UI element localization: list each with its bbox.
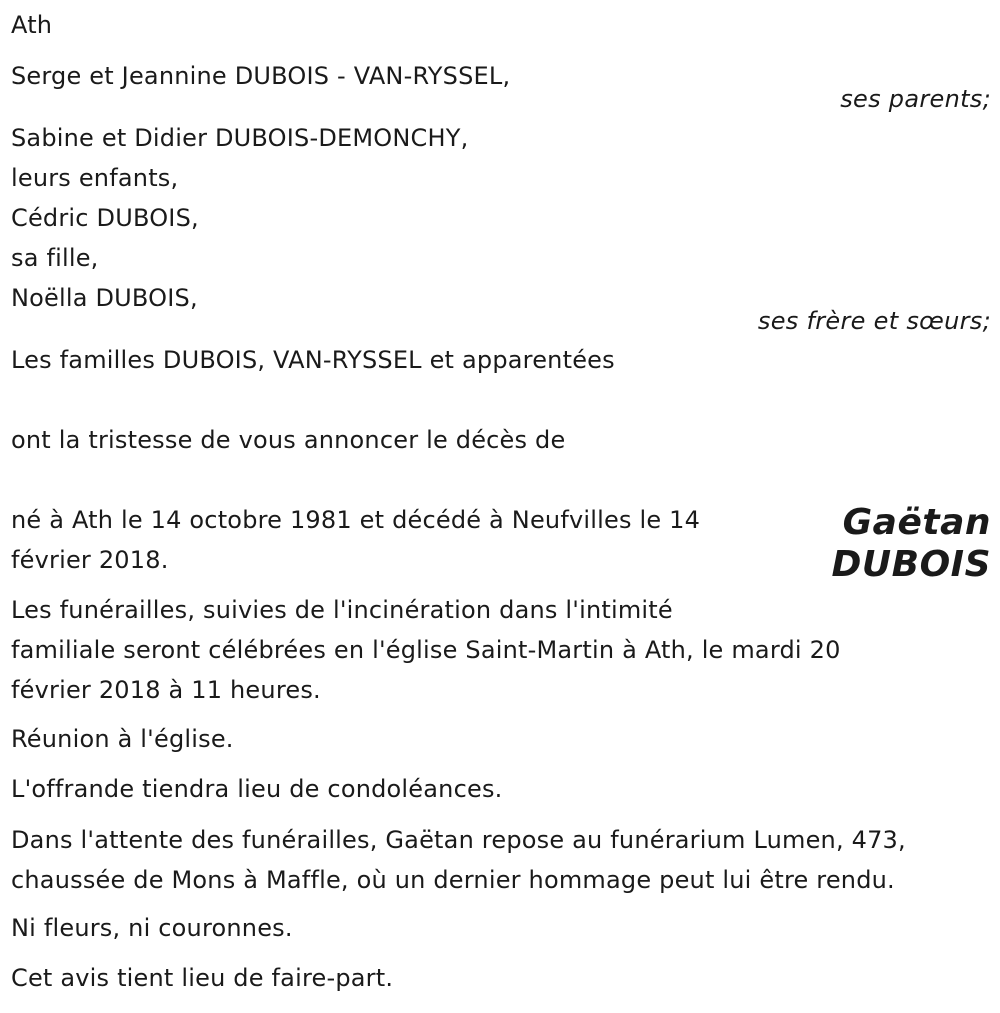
families-line: Les familles DUBOIS, VAN-RYSSEL et apparentées	[11, 346, 615, 374]
deceased-first-name: Gaëtan	[842, 502, 991, 543]
niece-name: Noëlla DUBOIS,	[11, 284, 198, 312]
parents-names: Serge et Jeannine DUBOIS - VAN-RYSSEL,	[11, 62, 511, 90]
funeral-line-1: Les funérailles, suivies de l'incinération dans l'intimité	[11, 596, 673, 624]
city-header: Ath	[11, 11, 53, 39]
children-label: leurs enfants,	[11, 164, 179, 192]
daughter-label: sa fille,	[11, 244, 99, 272]
deceased-name	[811, 502, 991, 586]
obituary-notice	[11, 0, 991, 1013]
siblings-note: ses frère et sœurs;	[757, 307, 991, 335]
birth-death-line-2: février 2018.	[11, 546, 169, 574]
funeral-line-3: février 2018 à 11 heures.	[11, 676, 321, 704]
rest-line-2: chaussée de Mons à Maffle, où un dernier hommage peut lui être rendu.	[11, 866, 895, 894]
brother-name: Cédric DUBOIS,	[11, 204, 199, 232]
flowers-line: Ni fleurs, ni couronnes.	[11, 914, 293, 942]
parents-note: ses parents;	[840, 85, 991, 113]
sister-names: Sabine et Didier DUBOIS-DEMONCHY,	[11, 124, 469, 152]
deceased-last-name: DUBOIS	[831, 544, 991, 585]
funeral-line-2: familiale seront célébrées en l'église Saint-Martin à Ath, le mardi 20	[11, 636, 841, 664]
birth-death-line-1: né à Ath le 14 octobre 1981 et décédé à Neufvilles le 14	[11, 506, 701, 534]
offering-line: L'offrande tiendra lieu de condoléances.	[11, 775, 503, 803]
rest-line-1: Dans l'attente des funérailles, Gaëtan repose au funérarium Lumen, 473,	[11, 826, 906, 854]
announcement-intro: ont la tristesse de vous annoncer le décès de	[11, 426, 566, 454]
notice-line: Cet avis tient lieu de faire-part.	[11, 964, 394, 992]
meeting-line: Réunion à l'église.	[11, 725, 234, 753]
